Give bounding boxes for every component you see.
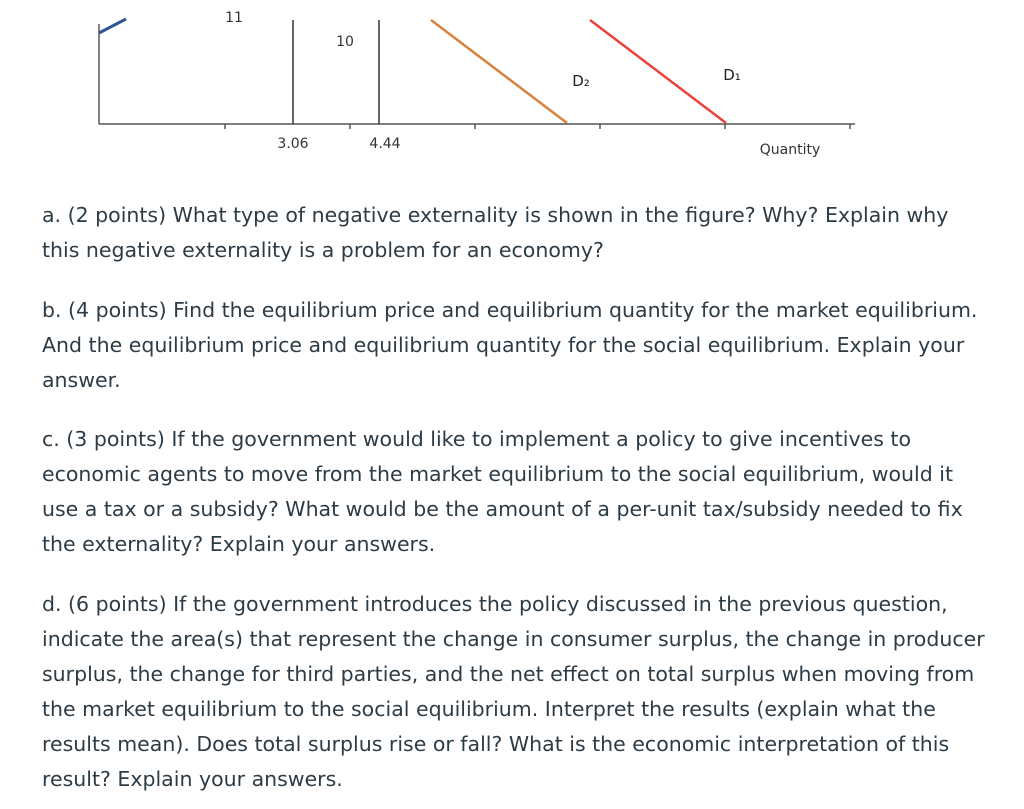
x-tick-label-4-44: 4.44 (369, 136, 401, 152)
question-d: d. (6 points) If the government introduces the policy discussed in the previous question, indicate the area(s) that represent the change in consumer surplus, the change in producer surplus, the change for third parties, and the net effect on total surplus when moving from the market equilibrium to the social equilibrium. Interpret the results (explain what the results mean). Does total surplus rise or fall? What is the economic interpretation of this result? Explain your answers. (42, 592, 985, 791)
x-axis-label: Quantity (759, 142, 821, 158)
d1-label: D₁ (723, 66, 741, 84)
d2-label: D₂ (572, 72, 590, 90)
demand-curve-d1 (590, 20, 726, 123)
clipped-label: 11 (225, 10, 243, 26)
demand-curve-d2 (431, 20, 567, 123)
question-b: b. (4 points) Find the equilibrium price and equilibrium quantity for the market equilibrium. And the equilibrium price and equilibrium quantity for the social equilibrium. Explain your answer. (42, 298, 978, 392)
question-c: c. (3 points) If the government would like to implement a policy to give incentives to economic agents to move from the market equilibrium to the social equilibrium, would it use a tax or a subsidy? What would be the amount of a per-unit tax/subsidy needed to fix the externality? Explain your answers. (42, 427, 963, 556)
clipped-curve-fragment (99, 19, 126, 33)
x-tick-label-3-06: 3.06 (277, 136, 309, 152)
economics-figure (0, 0, 1024, 190)
question-a: a. (2 points) What type of negative externality is shown in the figure? Why? Explain why this negative externality is a problem for an economy? (42, 203, 949, 262)
top-tick-label: 10 (336, 34, 354, 50)
